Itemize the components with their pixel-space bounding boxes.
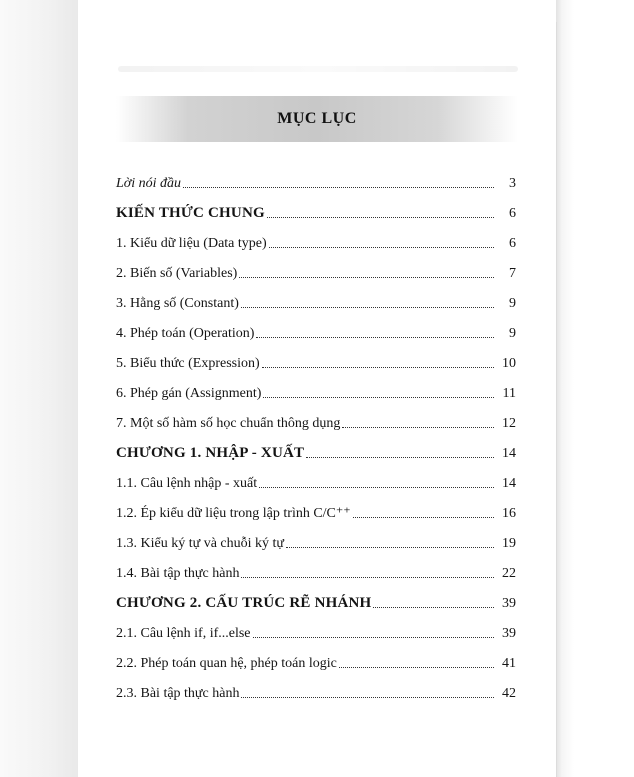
toc-entry [116, 402, 516, 432]
table-of-contents [116, 162, 516, 702]
toc-entry-label: 6. Phép gán (Assignment) [116, 386, 262, 401]
toc-entry-page-number: 3 [509, 176, 516, 191]
toc-entry [116, 522, 516, 552]
toc-entry [116, 192, 516, 222]
dot-leader [353, 517, 494, 518]
dot-leader [306, 457, 494, 458]
toc-entry [116, 222, 516, 252]
toc-entry-label: 2.2. Phép toán quan hệ, phép toán logic [116, 656, 337, 671]
toc-entry-page-number: 42 [502, 686, 516, 701]
dot-leader [241, 307, 494, 308]
toc-entry-page-number: 22 [502, 566, 516, 581]
dot-leader [183, 187, 494, 188]
toc-entry [116, 642, 516, 672]
toc-entry-page-number: 41 [502, 656, 516, 671]
toc-entry-label: 2.3. Bài tập thực hành [116, 686, 240, 701]
toc-entry [116, 282, 516, 312]
bleed-through-shadow [118, 66, 518, 72]
toc-entry-label: KIẾN THỨC CHUNG [116, 205, 265, 221]
toc-entry-label: 2.1. Câu lệnh if, if...else [116, 626, 251, 641]
toc-entry-page-number: 14 [502, 446, 516, 461]
toc-entry-page-number: 14 [502, 476, 516, 491]
scan-left-margin [0, 0, 78, 777]
dot-leader [269, 247, 494, 248]
dot-leader [241, 697, 494, 698]
toc-entry-label: 1.1. Câu lệnh nhập - xuất [116, 476, 258, 491]
toc-entry-page-number: 7 [509, 266, 516, 281]
dot-leader [239, 277, 494, 278]
toc-entry-page-number: 10 [502, 356, 516, 371]
dot-leader [286, 547, 494, 548]
toc-entry [116, 342, 516, 372]
dot-leader [263, 397, 494, 398]
toc-entry-page-number: 6 [509, 236, 516, 251]
toc-entry-label: 5. Biểu thức (Expression) [116, 356, 260, 371]
toc-entry [116, 612, 516, 642]
toc-entry [116, 372, 516, 402]
dot-leader [256, 337, 494, 338]
dot-leader [241, 577, 494, 578]
toc-entry-page-number: 19 [502, 536, 516, 551]
dot-leader [373, 607, 494, 608]
document-page [78, 22, 556, 777]
toc-entry-page-number: 39 [502, 596, 516, 611]
dot-leader [262, 367, 494, 368]
dot-leader [267, 217, 494, 218]
toc-entry-page-number: 9 [509, 326, 516, 341]
page-title: MỤC LỤC [277, 110, 357, 127]
scan-right-margin [556, 0, 634, 777]
toc-entry-label: 3. Hằng số (Constant) [116, 296, 239, 311]
toc-entry-label: CHƯƠNG 1. NHẬP - XUẤT [116, 445, 305, 461]
toc-entry-label: 1.4. Bài tập thực hành [116, 566, 240, 581]
dot-leader [339, 667, 494, 668]
toc-entry-label: 1.2. Ép kiểu dữ liệu trong lập trình C/C⁺⁺ [116, 506, 351, 521]
toc-entry [116, 672, 516, 702]
toc-entry-label: 2. Biến số (Variables) [116, 266, 238, 281]
dot-leader [259, 487, 494, 488]
toc-entry-label: 1.3. Kiểu ký tự và chuỗi ký tự [116, 536, 284, 551]
toc-entry-page-number: 39 [502, 626, 516, 641]
dot-leader [253, 637, 494, 638]
toc-entry-page-number: 6 [509, 206, 516, 221]
toc-entry-page-number: 11 [502, 386, 516, 401]
toc-entry-label: Lời nói đầu [116, 176, 182, 191]
toc-entry [116, 462, 516, 492]
toc-entry-page-number: 16 [502, 506, 516, 521]
toc-entry [116, 252, 516, 282]
dot-leader [342, 427, 494, 428]
toc-entry-page-number: 9 [509, 296, 516, 311]
toc-entry [116, 582, 516, 612]
toc-entry-label: 1. Kiểu dữ liệu (Data type) [116, 236, 267, 251]
toc-entry [116, 312, 516, 342]
toc-entry-page-number: 12 [502, 416, 516, 431]
toc-entry-label: 4. Phép toán (Operation) [116, 326, 255, 341]
toc-entry [116, 432, 516, 462]
toc-entry [116, 492, 516, 522]
toc-entry [116, 552, 516, 582]
toc-entry [116, 162, 516, 192]
toc-entry-label: CHƯƠNG 2. CẤU TRÚC RẼ NHÁNH [116, 595, 372, 611]
toc-entry-label: 7. Một số hàm số học chuẩn thông dụng [116, 416, 341, 431]
